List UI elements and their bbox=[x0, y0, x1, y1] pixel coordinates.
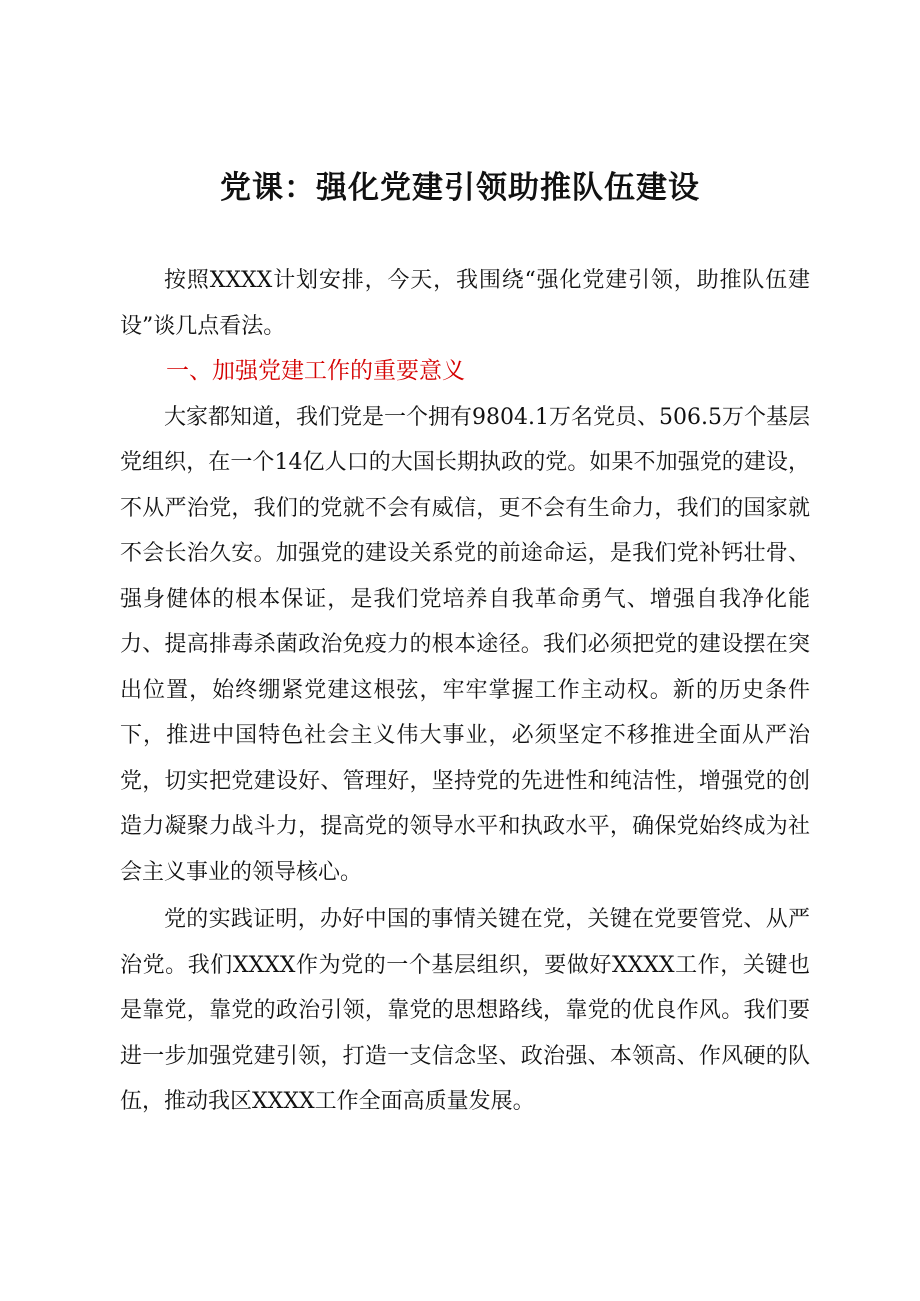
document-title: 党课：强化党建引领助推队伍建设 bbox=[220, 170, 700, 206]
document-body bbox=[120, 258, 810, 1125]
body-paragraph-2: 党的实践证明，办好中国的事情关键在党，关键在党要管党、从严治党。我们XXXX作为党的一个基层组织，要做好XXXX工作，关键也是靠党，靠党的政治引领，靠党的思想路线，靠党的优良作风。我们要进一步加强党建引领，打造一支信念坚、政治强、本领高、作风硬的队伍，推动我区XXXX工作全面高质量发展。 bbox=[120, 907, 810, 1114]
body-paragraph-1: 大家都知道，我们党是一个拥有9804.1万名党员、506.5万个基层党组织，在一个14亿人口的大国长期执政的党。如果不加强党的建设，不从严治党，我们的党就不会有威信，更不会有生命力，我们的国家就不会长治久安。加强党的建设关系党的前途命运，是我们党补钙壮骨、强身健体的根本保证，是我们党培养自我革命勇气、增强自我净化能力、提高排毒杀菌政治免疫力的根本途径。我们必须把党的建设摆在突出位置，始终绷紧党建这根弦，牢牢掌握工作主动权。新的历史条件下，推进中国特色社会主义伟大事业，必须坚定不移推进全面从严治党，切实把党建设好、管理好，坚持党的先进性和纯洁性，增强党的创造力凝聚力战斗力，提高党的领导水平和执政水平，确保党始终成为社会主义事业的领导核心。 bbox=[120, 404, 810, 885]
intro-paragraph: 按照XXXX计划安排，今天，我围绕“强化党建引领，助推队伍建设”谈几点看法。 bbox=[120, 268, 810, 339]
section-heading: 一、加强党建工作的重要意义 bbox=[166, 358, 465, 384]
